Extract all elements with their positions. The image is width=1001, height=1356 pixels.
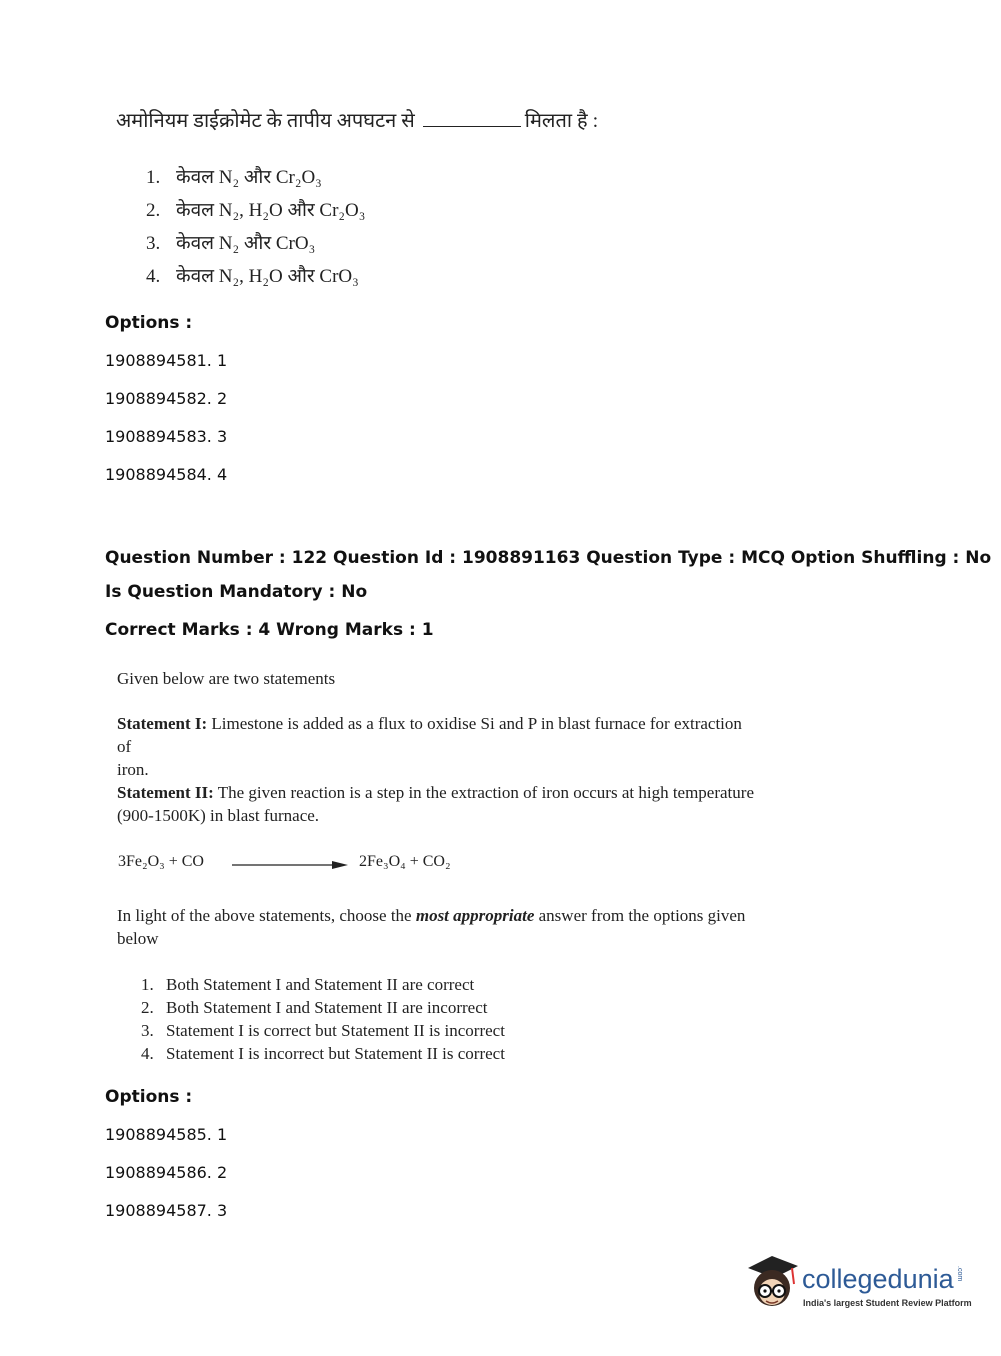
option-line: 1908894582. 2 (105, 389, 228, 408)
mascot-icon (742, 1250, 800, 1314)
choice-item: 4. Statement I is incorrect but Statement II is correct (141, 1044, 505, 1063)
logo-wordmark: collegedunia (802, 1264, 954, 1294)
question-meta: Question Number : 122 Question Id : 1908891163 Question Type : MCQ Option Shuffling : No (105, 548, 992, 568)
choice-item: 1. केवल N₂ और Cr₂O₃ (146, 167, 322, 188)
option-line: 1908894586. 2 (105, 1163, 228, 1182)
question-choices (141, 973, 505, 1065)
option-line: 1908894583. 3 (105, 427, 228, 446)
reaction-arrow-icon (232, 859, 348, 871)
choice-item: 4. केवल N₂, H₂O और CrO₃ (146, 266, 359, 287)
question-mandatory: Is Question Mandatory : No (105, 582, 368, 602)
statement-1: Statement I: Limestone is added as a flux to oxidise Si and P in blast furnace for extraction of iron. (117, 714, 742, 779)
option-line: 1908894584. 4 (105, 465, 228, 484)
question-intro: Given below are two statements (117, 669, 336, 688)
choice-item: 2. Both Statement I and Statement II are incorrect (141, 998, 488, 1017)
statement-2-label: Statement II: (117, 783, 214, 802)
option-line: 1908894585. 1 (105, 1125, 228, 1144)
options-label: Options : (105, 1087, 193, 1107)
fill-blank (423, 110, 521, 127)
question-instruction: In light of the above statements, choose the most appropriate answer from the options given below (117, 906, 746, 948)
choice-item: 3. Statement I is correct but Statement II is incorrect (141, 1021, 505, 1040)
option-line: 1908894581. 1 (105, 351, 228, 370)
statement-1-label: Statement I: (117, 714, 208, 733)
reaction-reactants: 3Fe₂O₃ + CO (118, 853, 204, 870)
choice-item: 2. केवल N₂, H₂O और Cr₂O₃ (146, 200, 366, 221)
question-text (116, 106, 598, 133)
collegedunia-logo (742, 1250, 972, 1316)
option-line: 1908894587. 3 (105, 1201, 228, 1220)
logo-tagline: India's largest Student Review Platform (803, 1298, 972, 1308)
choice-item: 1. Both Statement I and Statement II are correct (141, 975, 475, 994)
statement-2: Statement II: The given reaction is a step in the extraction of iron occurs at high temperature (900-1500K) in blast furnace. (117, 783, 754, 825)
question-stem: अमोनियम डाईक्रोमेट के तापीय अपघटन से (116, 110, 415, 132)
question-choices (146, 161, 365, 293)
question-marks: Correct Marks : 4 Wrong Marks : 1 (105, 620, 434, 640)
logo-suffix: .com (956, 1266, 963, 1282)
question-stem-end: मिलता है : (524, 110, 599, 132)
options-label: Options : (105, 313, 193, 333)
choice-item: 3. केवल N₂ और CrO₃ (146, 233, 316, 254)
reaction-products: 2Fe₃O₄ + CO₂ (359, 853, 451, 870)
